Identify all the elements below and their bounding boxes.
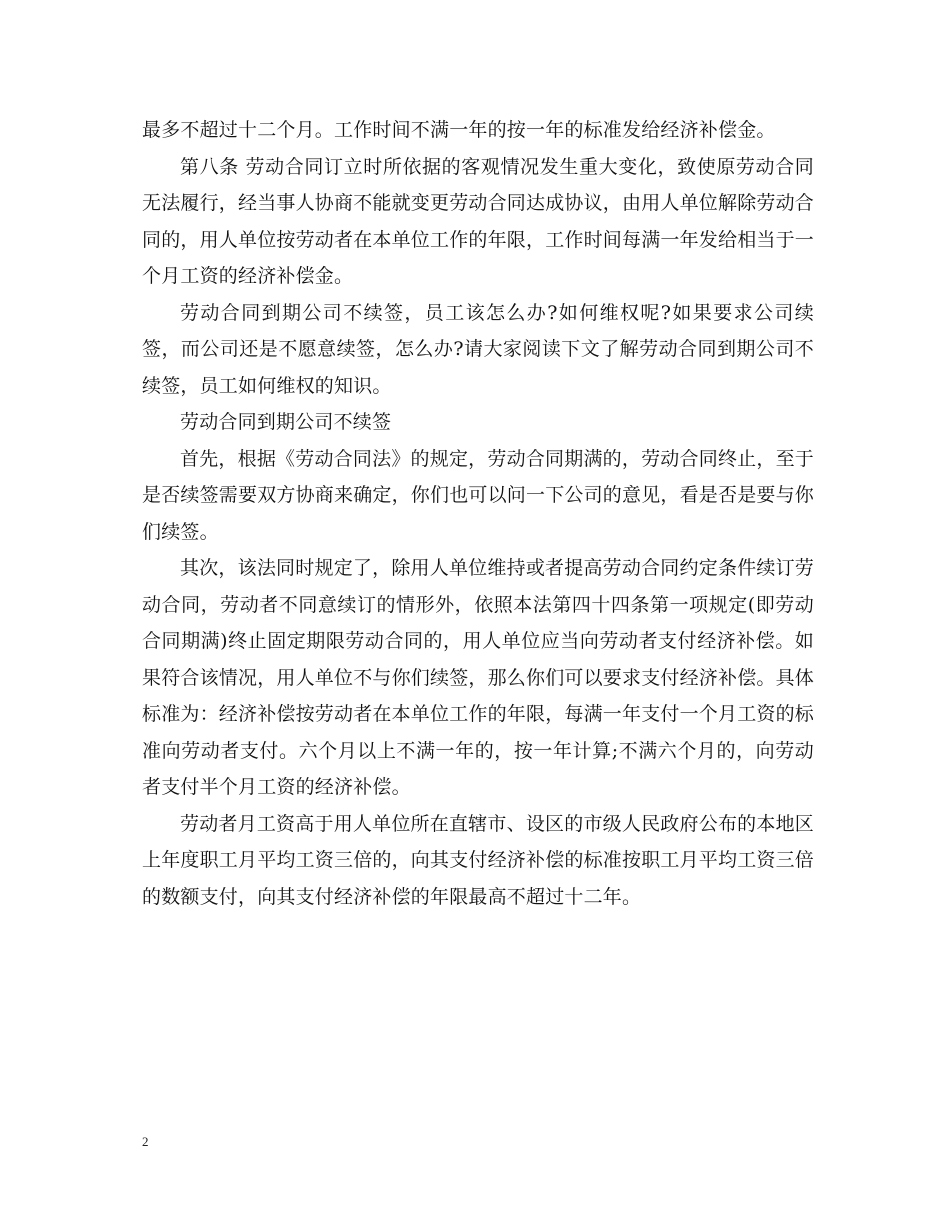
paragraph-5: 首先，根据《劳动合同法》的规定，劳动合同期满的，劳动合同终止，至于是否续签需要双方协商来确定，你们也可以问一下公司的意见，看是否是要与你们续签。: [142, 447, 815, 543]
document-body: [142, 112, 814, 915]
page-number: 2: [142, 1134, 149, 1149]
paragraph-7: 劳动者月工资高于用人单位所在直辖市、设区的市级人民政府公布的本地区上年度职工月平均工资三倍的，向其支付经济补偿的标准按职工月平均工资三倍的数额支付，向其支付经济补偿的年限最高不超过十二年。: [142, 812, 815, 908]
paragraph-4-heading: 劳动合同到期公司不续签: [180, 411, 392, 433]
paragraph-2: 第八条 劳动合同订立时所依据的客观情况发生重大变化，致使原劳动合同无法履行，经当事人协商不能就变更劳动合同达成协议，由用人单位解除劳动合同的，用人单位按劳动者在本单位工作的年限，工作时间每满一年发给相当于一个月工资的经济补偿金。: [142, 155, 815, 287]
paragraph-6: 其次，该法同时规定了，除用人单位维持或者提高劳动合同约定条件续订劳动合同，劳动者不同意续订的情形外，依照本法第四十四条第一项规定(即劳动合同期满)终止固定期限劳动合同的，用人单位应当向劳动者支付经济补偿。如果符合该情况，用人单位不与你们续签，那么你们可以要求支付经济补偿。具体标准为：经济补偿按劳动者在本单位工作的年限，每满一年支付一个月工资的标准向劳动者支付。六个月以上不满一年的，按一年计算;不满六个月的，向劳动者支付半个月工资的经济补偿。: [142, 557, 815, 798]
paragraph-1: 最多不超过十二个月。工作时间不满一年的按一年的标准发给经济补偿金。: [142, 119, 776, 141]
paragraph-3: 劳动合同到期公司不续签，员工该怎么办?如何维权呢?如果要求公司续签，而公司还是不愿意续签，怎么办?请大家阅读下文了解劳动合同到期公司不续签，员工如何维权的知识。: [142, 301, 814, 397]
